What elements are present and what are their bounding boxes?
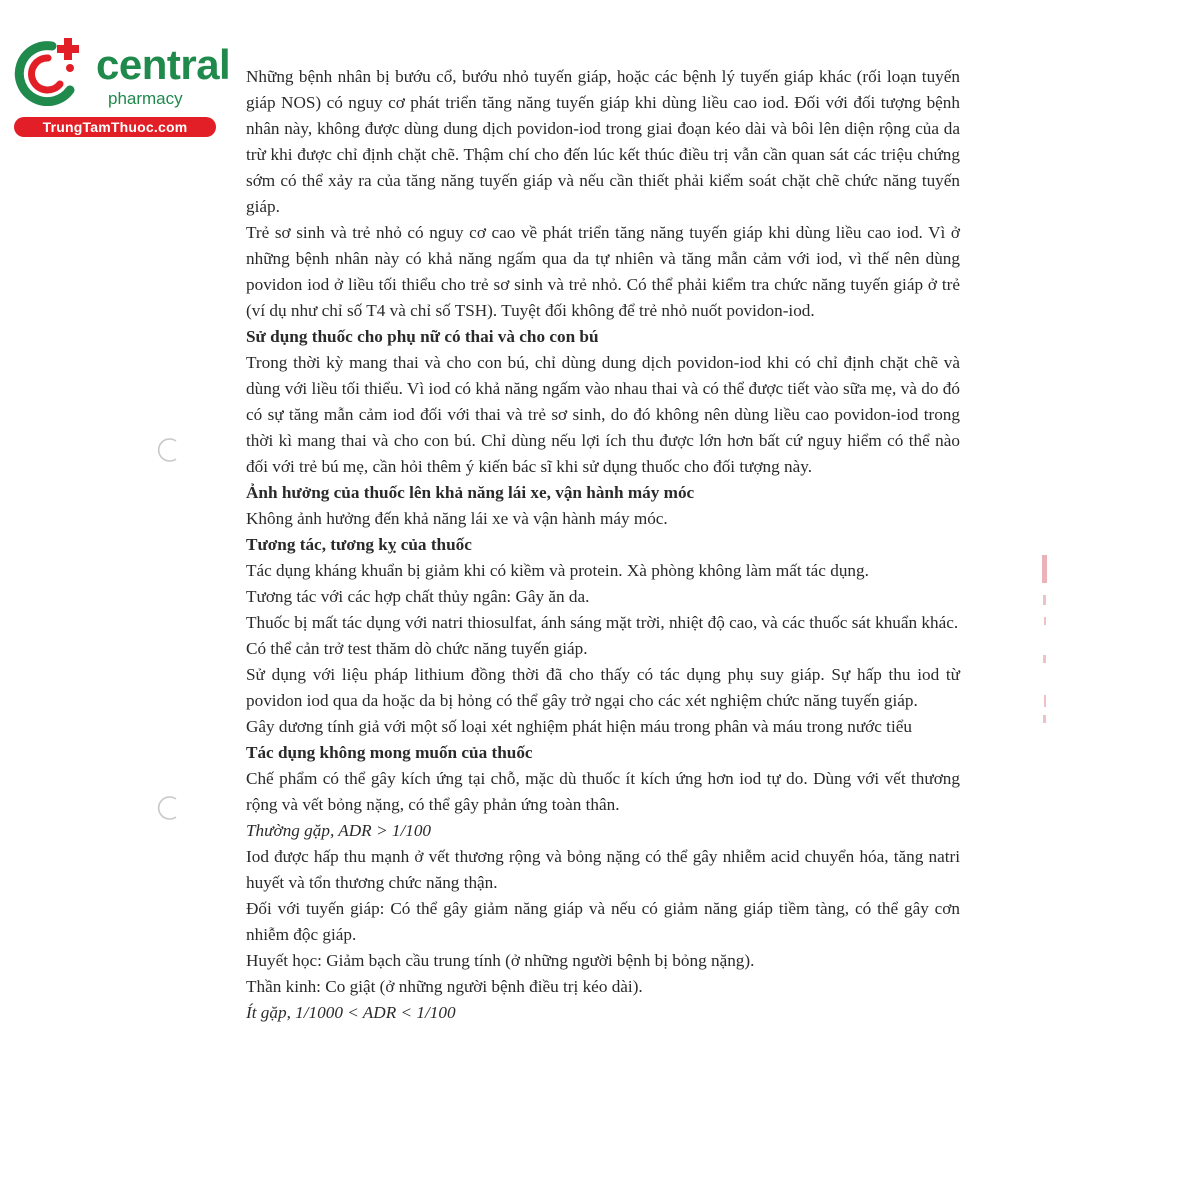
paragraph: Những bệnh nhân bị bướu cổ, bướu nhỏ tuyến giáp, hoặc các bệnh lý tuyến giáp khác (rối loạn tuyến giáp NOS) có nguy cơ phát triển tăng năng tuyến giáp khi dùng liều cao iod. Đối với đối tượng bệnh nhân này, không được dùng dung dịch povidon-iod trong giai đoạn kéo dài và bôi lên diện rộng của da trừ khi được chỉ định chặt chẽ. Thậm chí cho đến lúc kết thúc điều trị vẫn cần quan sát các triệu chứng sớm có thể xảy ra của tăng năng tuyến giáp và nếu cần thiết phải kiểm soát chặt chẽ chức năng tuyến giáp. <box>246 67 960 216</box>
paragraph: Có thể cản trở test thăm dò chức năng tuyến giáp. <box>246 639 588 658</box>
paragraph: Gây dương tính giả với một số loại xét nghiệm phát hiện máu trong phân và máu trong nước tiểu <box>246 717 912 736</box>
punch-hole-icon <box>156 437 182 463</box>
paragraph: Thần kinh: Co giật (ở những người bệnh điều trị kéo dài). <box>246 977 643 996</box>
section-heading: Tương tác, tương kỵ của thuốc <box>246 535 472 554</box>
section-heading: Sử dụng thuốc cho phụ nữ có thai và cho con bú <box>246 327 599 346</box>
section-heading: Tác dụng không mong muốn của thuốc <box>246 743 533 762</box>
paragraph: Không ảnh hưởng đến khả năng lái xe và vận hành máy móc. <box>246 509 668 528</box>
brand-tagline: pharmacy <box>108 89 183 108</box>
paragraph: Tương tác với các hợp chất thủy ngân: Gây ăn da. <box>246 587 590 606</box>
paragraph: Đối với tuyến giáp: Có thể gây giảm năng giáp và nếu có giảm năng giáp tiềm tàng, có thể gây cơn nhiễm độc giáp. <box>246 899 960 944</box>
paragraph: Tác dụng kháng khuẩn bị giảm khi có kiềm và protein. Xà phòng không làm mất tác dụng. <box>246 561 869 580</box>
paragraph: Chế phẩm có thể gây kích ứng tại chỗ, mặc dù thuốc ít kích ứng hơn iod tự do. Dùng với vết thương rộng và vết bỏng nặng, có thể gây phản ứng toàn thân. <box>246 769 960 814</box>
paragraph: Trẻ sơ sinh và trẻ nhỏ có nguy cơ cao về phát triển tăng năng tuyến giáp khi dùng liều cao iod. Vì ở những bệnh nhân này có khả năng ngấm qua da tự nhiên và tăng mẫn cảm với iod, vì thế nên dùng povidon iod ở liều tối thiểu cho trẻ sơ sinh và trẻ nhỏ. Có thể phải kiểm tra chức năng tuyến giáp ở trẻ (ví dụ như chỉ số T4 và chỉ số TSH). Tuyệt đối không để trẻ nhỏ nuốt povidon-iod. <box>246 223 960 320</box>
paragraph: Iod được hấp thu mạnh ở vết thương rộng và bỏng nặng có thể gây nhiễm acid chuyển hóa, tăng natri huyết và tổn thương chức năng thận. <box>246 847 960 892</box>
frequency-subheading: Ít gặp, 1/1000 < ADR < 1/100 <box>246 1003 456 1022</box>
frequency-subheading: Thường gặp, ADR > 1/100 <box>246 821 432 840</box>
paragraph: Sử dụng với liệu pháp lithium đồng thời đã cho thấy có tác dụng phụ suy giáp. Sự hấp thu iod từ povidon iod qua da hoặc da bị hỏng có thể gây trở ngại cho các xét nghiệm chức năng tuyến giáp. <box>246 665 960 710</box>
document-body <box>246 64 960 1026</box>
punch-hole-icon <box>156 795 182 821</box>
brand-name: central <box>96 41 231 88</box>
brand-website: TrungTamThuoc.com <box>14 117 216 137</box>
brand-logo <box>8 36 231 136</box>
faded-stamp-mark-icon <box>1036 555 1056 725</box>
paragraph: Thuốc bị mất tác dụng với natri thiosulfat, ánh sáng mặt trời, nhiệt độ cao, và các thuốc sát khuẩn khác. <box>246 613 959 632</box>
paragraph: Trong thời kỳ mang thai và cho con bú, chỉ dùng dung dịch povidon-iod khi có chỉ định chặt chẽ và dùng với liều tối thiểu. Vì iod có khả năng ngấm vào nhau thai và có thể được tiết vào sữa mẹ, và do đó có sự tăng mẫn cảm iod đối với thai và trẻ sơ sinh, do đó không nên dùng liều cao povidon-iod trong thời kì mang thai và cho con bú. Chỉ dùng nếu lợi ích thu được lớn hơn bất cứ nguy hiểm có thể nào đối với trẻ bú mẹ, cần hỏi thêm ý kiến bác sĩ khi sử dụng thuốc cho đối tượng này. <box>246 353 960 476</box>
section-heading: Ảnh hưởng của thuốc lên khả năng lái xe, vận hành máy móc <box>246 483 695 502</box>
paragraph: Huyết học: Giảm bạch cầu trung tính (ở những người bệnh bị bỏng nặng). <box>246 951 755 970</box>
central-pharmacy-logo-icon <box>8 36 92 106</box>
